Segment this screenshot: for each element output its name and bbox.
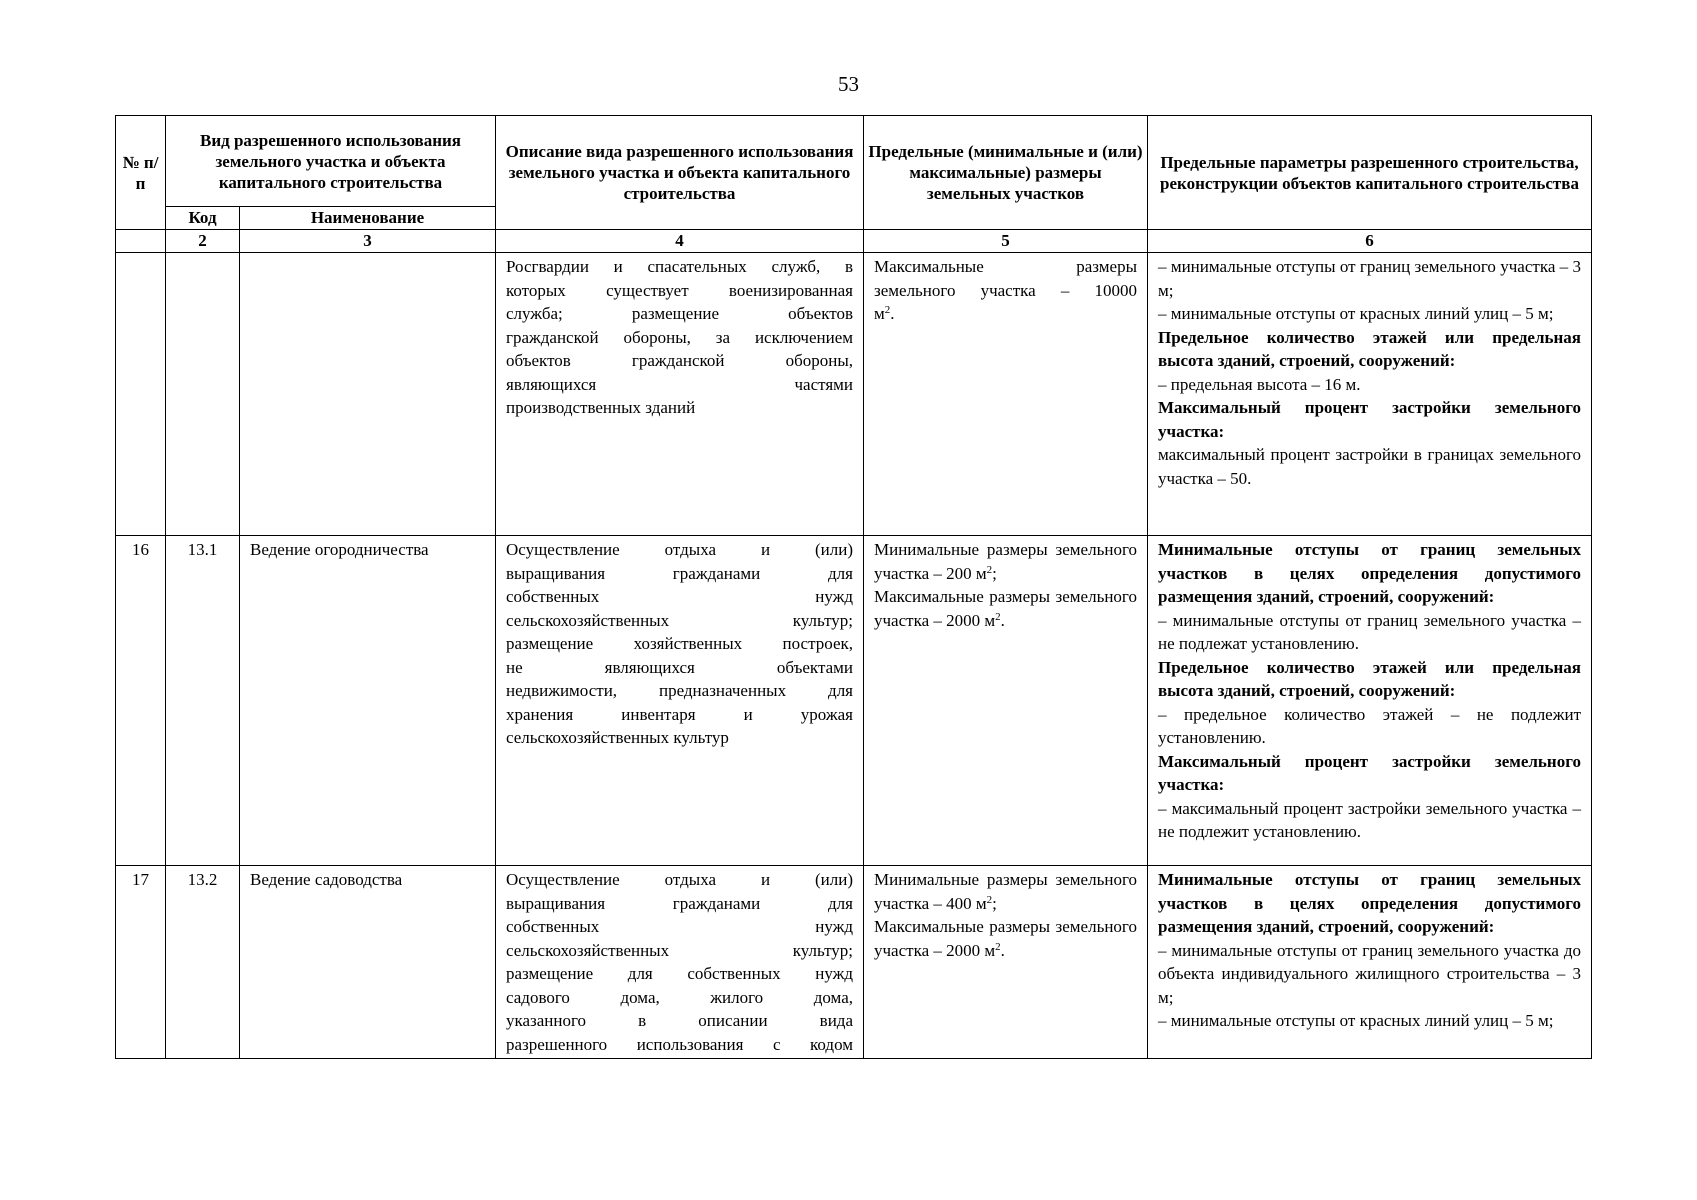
col-number-2: 2 xyxy=(166,230,240,253)
row-num xyxy=(116,253,166,536)
desc-line: Осуществление отдыха и (или) xyxy=(506,540,853,559)
row-num: 16 xyxy=(116,536,166,866)
size-max: Максимальные размеры земельного участка – 2000 $м^2$. xyxy=(874,917,1137,960)
param-line: максимальный процент застройки в границах земельного участка – 50. xyxy=(1158,445,1581,488)
row-desc xyxy=(496,536,864,866)
param-line: – минимальные отступы от границ земельного участка – не подлежат установлению. xyxy=(1158,610,1581,653)
row-name: Ведение огородничества xyxy=(240,536,496,866)
desc-line: выращивания гражданами для xyxy=(506,893,853,913)
row-code: 13.1 xyxy=(166,536,240,866)
desc-line: производственных зданий xyxy=(506,398,696,417)
header-num: № п/ п xyxy=(116,116,166,230)
desc-line: служба; размещение объектов xyxy=(506,304,853,323)
row-name xyxy=(240,253,496,536)
desc-line: Осуществление отдыха и (или) xyxy=(506,870,853,889)
table-row xyxy=(116,536,1592,866)
row-num: 17 xyxy=(116,866,166,1059)
param-heading: Максимальный процент застройки земельного участка: xyxy=(1158,398,1581,441)
size-line: земельного участка – 10000 xyxy=(874,280,1137,300)
desc-line: сельскохозяйственных культур; xyxy=(506,940,853,960)
param-line: – минимальные отступы от красных линий улиц – 5 м; xyxy=(1158,1011,1554,1030)
header-param: Предельные параметры разрешенного строительства, реконструкции объектов капитального строительства xyxy=(1148,116,1592,230)
header-vid: Вид разрешенного использования земельного участка и объекта капитального строительства xyxy=(166,116,496,207)
desc-line: разрешенного использования с кодом xyxy=(506,1034,853,1054)
row-size xyxy=(864,866,1148,1059)
param-line: – предельное количество этажей – не подлежит установлению. xyxy=(1158,704,1581,747)
row-params xyxy=(1148,866,1592,1059)
col-number-1 xyxy=(116,230,166,253)
desc-line: являющихся частями xyxy=(506,374,853,394)
size-max: Максимальные размеры земельного участка – 2000 $м^2$. xyxy=(874,587,1137,630)
size-min: Минимальные размеры земельного участка – 400 $м^2$; xyxy=(874,870,1137,913)
header-kod: Код xyxy=(166,207,240,230)
col-number-6: 6 xyxy=(1148,230,1592,253)
header-razm: Предельные (минимальные и (или) максимальные) размеры земельных участков xyxy=(864,116,1148,230)
param-heading: Минимальные отступы от границ земельных участков в целях определения допустимого размещения зданий, строений, сооружений: xyxy=(1158,540,1581,606)
desc-line: садового дома, жилого дома, xyxy=(506,987,853,1007)
param-heading: Предельное количество этажей или предельная высота зданий, строений, сооружений: xyxy=(1158,657,1581,700)
regulations-table xyxy=(115,115,1592,1059)
size-min: Минимальные размеры земельного участка – 200 $м^2$; xyxy=(874,540,1137,583)
size-line: Максимальные размеры xyxy=(874,257,1137,276)
row-name: Ведение садоводства xyxy=(240,866,496,1059)
row-desc xyxy=(496,866,864,1059)
header-opis: Описание вида разрешенного использования земельного участка и объекта капитального строительства xyxy=(496,116,864,230)
desc-line: недвижимости, предназначенных для xyxy=(506,681,853,700)
desc-line: указанного в описании вида xyxy=(506,1011,853,1030)
desc-line: собственных нужд xyxy=(506,917,853,936)
row-code xyxy=(166,253,240,536)
param-heading: Минимальные отступы от границ земельных участков в целях определения допустимого размещения зданий, строений, сооружений: xyxy=(1158,870,1581,936)
desc-line: не являющихся объектами xyxy=(506,657,853,677)
param-line: – максимальный процент застройки земельного участка – не подлежит установлению. xyxy=(1158,798,1581,841)
row-params xyxy=(1148,253,1592,536)
row-size xyxy=(864,253,1148,536)
row-code: 13.2 xyxy=(166,866,240,1059)
param-line: – минимальные отступы от границ земельного участка – 3 м; xyxy=(1158,257,1581,300)
param-line: – минимальные отступы от красных линий улиц – 5 м; xyxy=(1158,304,1554,323)
desc-line: выращивания гражданами для xyxy=(506,563,853,583)
desc-line: объектов гражданской обороны, xyxy=(506,351,853,370)
desc-line: сельскохозяйственных культур; xyxy=(506,610,853,630)
col-number-3: 3 xyxy=(240,230,496,253)
param-heading: Максимальный процент застройки земельного участка: xyxy=(1158,751,1581,794)
table-row xyxy=(116,866,1592,1059)
desc-line: собственных нужд xyxy=(506,587,853,606)
param-heading: Предельное количество этажей или предельная высота зданий, строений, сооружений: xyxy=(1158,327,1581,370)
size-line: $м^2$. xyxy=(874,304,895,323)
row-desc xyxy=(496,253,864,536)
header-naim: Наименование xyxy=(240,207,496,230)
table-row xyxy=(116,253,1592,536)
desc-line: размещение для собственных нужд xyxy=(506,964,853,983)
desc-line: которых существует военизированная xyxy=(506,280,853,300)
param-line: – минимальные отступы от границ земельного участка до объекта индивидуального жилищного строительства – 3 м; xyxy=(1158,940,1581,1007)
row-params xyxy=(1148,536,1592,866)
desc-line: Росгвардии и спасательных служб, в xyxy=(506,257,853,276)
col-number-5: 5 xyxy=(864,230,1148,253)
desc-line: размещение хозяйственных построек, xyxy=(506,634,853,653)
col-number-4: 4 xyxy=(496,230,864,253)
page-number: 53 xyxy=(838,72,859,96)
param-line: – предельная высота – 16 м. xyxy=(1158,374,1361,394)
desc-line: хранения инвентаря и урожая xyxy=(506,704,853,724)
desc-line: гражданской обороны, за исключением xyxy=(506,327,853,347)
row-size xyxy=(864,536,1148,866)
desc-line: сельскохозяйственных культур xyxy=(506,728,729,747)
